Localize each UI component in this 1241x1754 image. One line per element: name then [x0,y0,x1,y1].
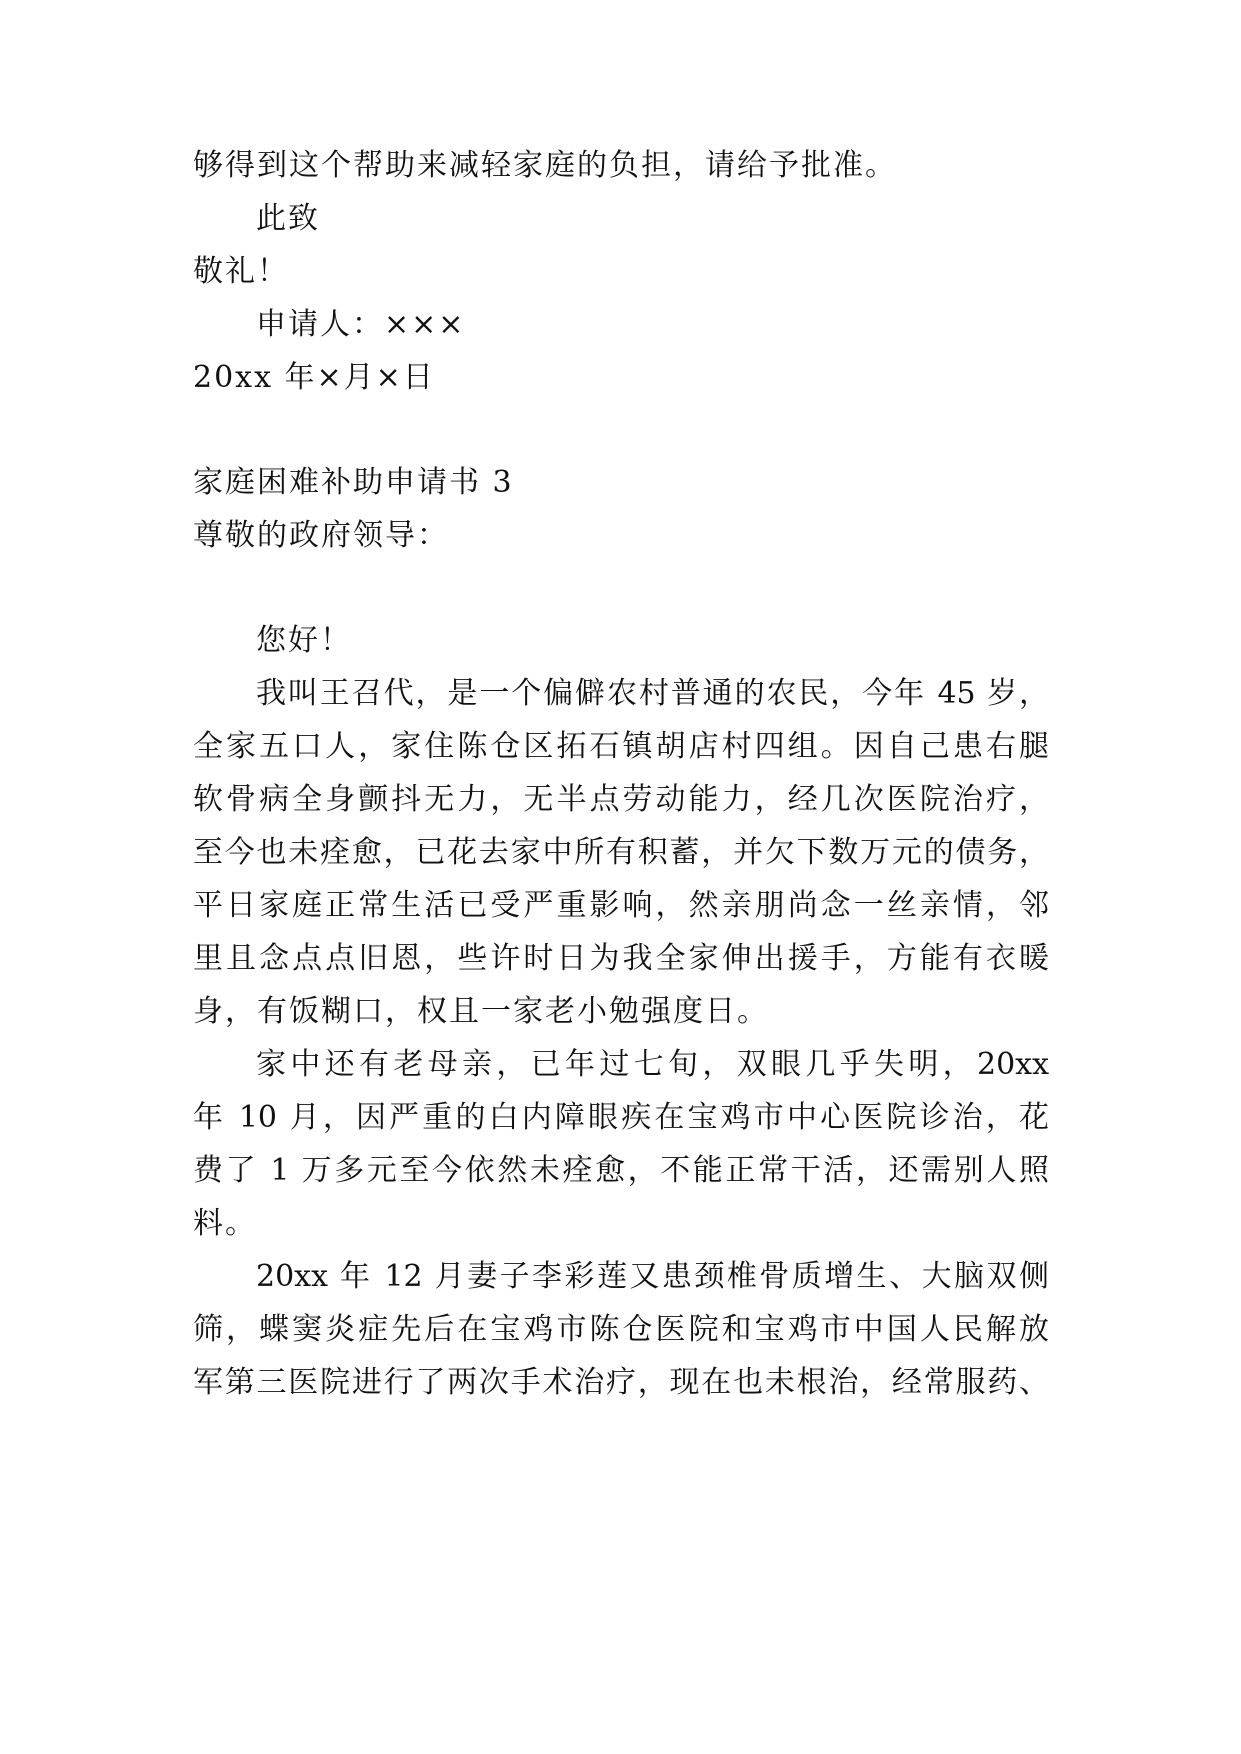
paragraph-line: 身，有饭糊口，权且一家老小勉强度日。 [193,994,769,1029]
salutation-line-2: 敬礼！ [193,254,289,289]
paragraph-line: 军第三医院进行了两次手术治疗，现在也未根治，经常服药、 [193,1365,1049,1400]
paragraph-line: 我叫王召代，是一个偏僻农村普通的农民，今年 45 岁， [256,676,1049,711]
paragraph-line: 全家五口人，家住陈仓区拓石镇胡店村四组。因自己患右腿 [193,729,1049,764]
letter-title: 家庭困难补助申请书 3 [193,465,514,500]
paragraph-line: 平日家庭正常生活已受严重影响，然亲朋尚念一丝亲情，邻 [193,888,1049,923]
paragraph-line: 费了 1 万多元至今依然未痊愈，不能正常干活，还需别人照 [193,1153,1049,1188]
paragraph-line: 至今也未痊愈，已花去家中所有积蓄，并欠下数万元的债务， [193,835,1049,870]
paragraph-line: 家中还有老母亲，已年过七旬，双眼几乎失明，20xx [256,1047,1049,1082]
closing-line: 够得到这个帮助来减轻家庭的负担，请给予批准。 [193,148,897,183]
applicant-signature: 申请人：××× [256,307,466,342]
greeting: 您好！ [256,623,352,658]
paragraph-line: 里且念点点旧恩，些许时日为我全家伸出援手，方能有衣暖 [193,941,1049,976]
letter-date: 20xx 年×月×日 [193,360,435,395]
addressee: 尊敬的政府领导： [193,518,449,553]
paragraph-line: 筛，蝶窦炎症先后在宝鸡市陈仓医院和宝鸡市中国人民解放 [193,1312,1049,1347]
paragraph-line: 软骨病全身颤抖无力，无半点劳动能力，经几次医院治疗， [193,782,1049,817]
salutation-line-1: 此致 [256,201,320,236]
paragraph-line: 料。 [193,1206,257,1241]
paragraph-line: 20xx 年 12 月妻子李彩莲又患颈椎骨质增生、大脑双侧 [256,1259,1049,1294]
paragraph-line: 年 10 月，因严重的白内障眼疾在宝鸡市中心医院诊治，花 [193,1100,1049,1135]
